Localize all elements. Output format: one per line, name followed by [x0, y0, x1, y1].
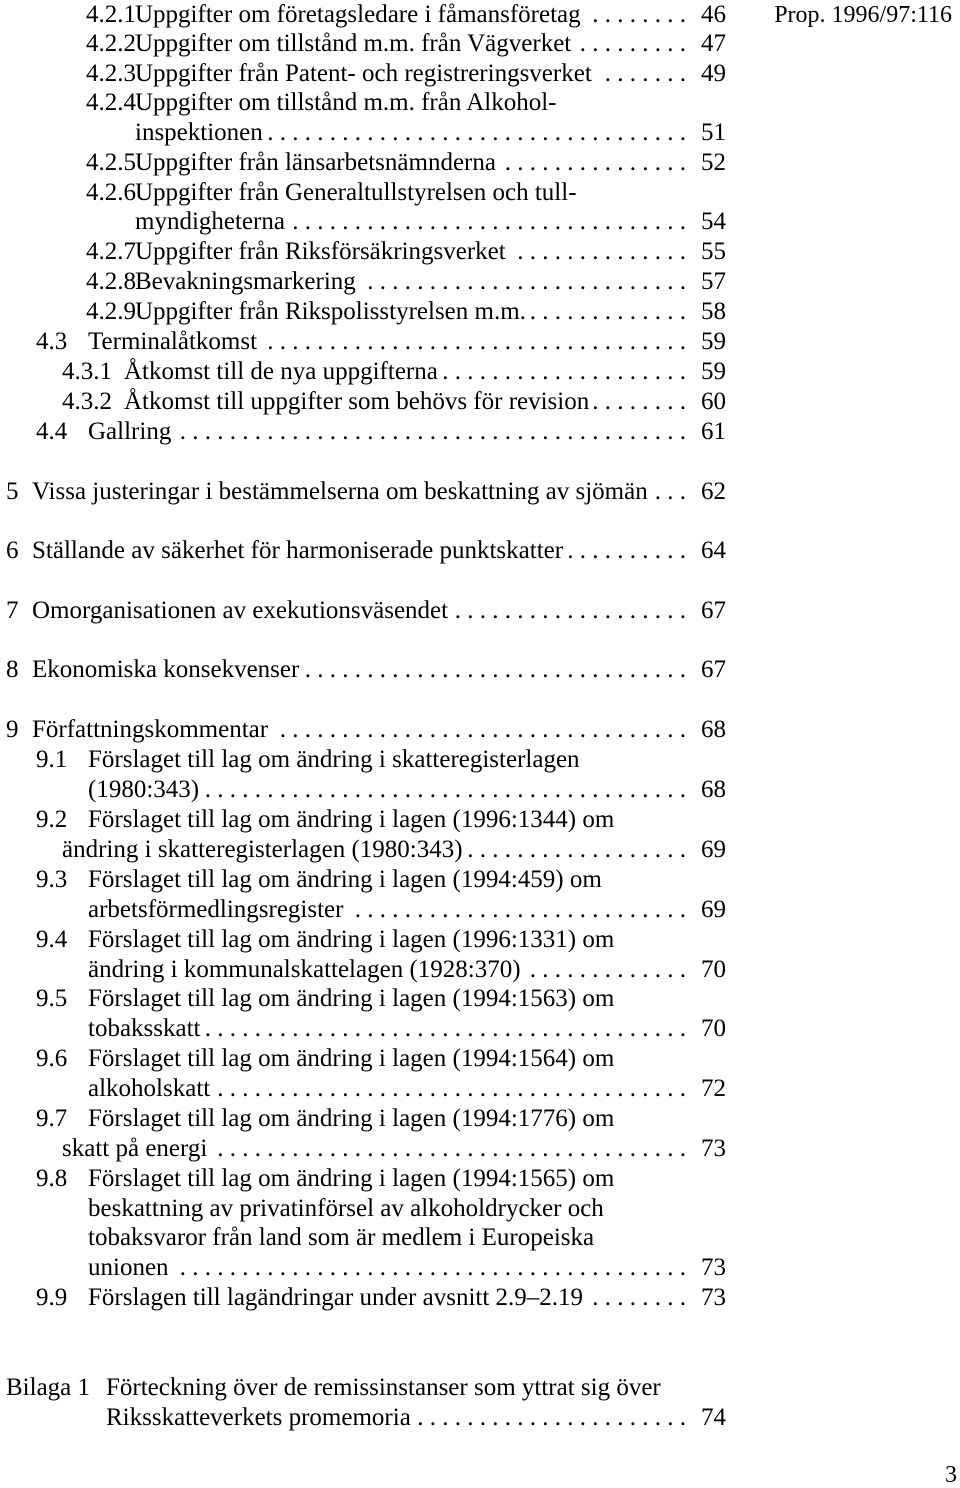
toc-entry-line [124, 357, 726, 387]
toc-entry-title-line: Förslaget till lag om ändring i lagen (1996:1331) om [88, 926, 615, 953]
toc-entry-title-line: tobaksskatt [88, 1015, 201, 1042]
toc-entry-page: 68 [701, 776, 726, 803]
toc-entry-line [88, 1074, 726, 1104]
toc-entry-title-line: unionen [88, 1254, 169, 1281]
dot-leader [273, 715, 686, 745]
dot-leader [453, 596, 686, 626]
toc-entry-line [106, 1403, 726, 1433]
dot-leader [348, 895, 686, 925]
toc-entry-number: 4.2.5 [86, 149, 136, 176]
toc-entry-title-line: skatt på energi [62, 1135, 208, 1162]
toc-entry-line [135, 207, 726, 237]
toc-entry-title-line: arbetsförmedlingsregister [88, 896, 344, 923]
dot-leader [204, 775, 686, 805]
toc-entry-number: 9.1 [36, 746, 68, 773]
toc-entry-title-line: inspektionen [135, 119, 263, 146]
toc-entry-line [88, 1253, 726, 1283]
toc-entry-title-line: Uppgifter om tillstånd m.m. från Vägverket [135, 30, 572, 57]
toc-entry-page: 51 [701, 119, 726, 146]
toc-entry-title-line: Åtkomst till uppgifter som behövs för revision [124, 388, 590, 415]
toc-entry-line [32, 536, 726, 566]
dot-leader [526, 955, 686, 985]
toc-entry-title-line: Ställande av säkerhet för harmoniserade punktskatter [32, 537, 564, 564]
dot-leader [215, 1074, 686, 1104]
toc-entry-title-line: Uppgifter från Patent- och registreringsverket [135, 60, 592, 87]
toc-entry-number: 8 [6, 656, 19, 683]
toc-entry-line [88, 775, 726, 805]
dot-leader [586, 0, 686, 30]
toc-entry-page: 67 [701, 656, 726, 683]
toc-entry-title-line: Förslaget till lag om ändring i lagen (1994:1564) om [88, 1045, 615, 1072]
dot-leader [361, 267, 686, 297]
toc-entry-title-line: Förslaget till lag om ändring i skatteregisterlagen [88, 746, 580, 773]
toc-entry-number: 9.7 [36, 1105, 68, 1132]
toc-entry-page: 72 [701, 1075, 726, 1102]
toc-entry-title-line: Uppgifter från Generaltullstyrelsen och tull- [135, 179, 577, 206]
toc-entry-page: 55 [701, 238, 726, 265]
dot-leader [206, 1014, 687, 1044]
toc-entry-number: 9.6 [36, 1045, 68, 1072]
toc-entry-line [32, 477, 726, 507]
toc-entry-page: 74 [701, 1404, 726, 1431]
toc-entry-line [124, 387, 726, 417]
toc-entry-line [135, 267, 726, 297]
toc-entry-title-line: Förslaget till lag om ändring i lagen (1994:1776) om [88, 1105, 615, 1132]
toc-entry-line [32, 596, 726, 626]
toc-entry-title-line: Förslaget till lag om ändring i lagen (1994:1563) om [88, 985, 615, 1012]
toc-entry-line [62, 1134, 726, 1164]
toc-entry-page: 69 [701, 836, 726, 863]
toc-entry-title-line: Terminalåtkomst [88, 328, 258, 355]
toc-entry-number: 4.3 [36, 328, 68, 355]
dot-leader [268, 118, 686, 148]
dot-leader [262, 327, 686, 357]
toc-entry-line [135, 237, 726, 267]
dot-leader [304, 655, 686, 685]
toc-entry-page: 73 [701, 1254, 726, 1281]
toc-entry-number: 5 [6, 478, 19, 505]
toc-entry-page: 49 [701, 60, 726, 87]
toc-entry-page: 59 [701, 328, 726, 355]
toc-entry-page: 62 [701, 478, 726, 505]
toc-entry-title-line: Förteckning över de remissinstanser som yttrat sig över [106, 1374, 661, 1401]
toc-entry-page: 61 [701, 418, 726, 445]
toc-entry-number: 9 [6, 716, 19, 743]
toc-entry-line [88, 955, 726, 985]
toc-entry-title-line: Ekonomiska konsekvenser [32, 656, 300, 683]
toc-entry-page: 73 [701, 1284, 726, 1311]
toc-entry-line [88, 1014, 726, 1044]
toc-entry-page: 59 [701, 358, 726, 385]
document-reference: Prop. 1996/97:116 [774, 2, 952, 28]
toc-entry-title-line: Uppgifter från Riksförsäkringsverket [135, 238, 506, 265]
toc-entry-line [62, 835, 726, 865]
dot-leader [576, 29, 686, 59]
toc-entry-number: 9.3 [36, 866, 68, 893]
toc-entry-number: 9.9 [36, 1284, 68, 1311]
toc-entry-page: 70 [701, 1015, 726, 1042]
dot-leader [176, 417, 686, 447]
toc-entry-page: 73 [701, 1135, 726, 1162]
toc-entry-number: 4.3.2 [62, 388, 112, 415]
toc-entry-line [88, 417, 726, 447]
toc-entry-title-line: beskattning av privatinförsel av alkoholdrycker och [88, 1195, 604, 1222]
toc-entry-page: 57 [701, 268, 726, 295]
toc-entry-page: 67 [701, 597, 726, 624]
toc-entry-title-line: tobaksvaror från land som är medlem i Europeiska [88, 1224, 595, 1251]
toc-entry-number: 9.5 [36, 985, 68, 1012]
toc-entry-title-line: Uppgifter om företagsledare i fåmansföretag [135, 1, 581, 28]
dot-leader [594, 387, 686, 417]
toc-entry-title-line: ändring i skatteregisterlagen (1980:343) [62, 836, 463, 863]
toc-entry-line [135, 297, 726, 327]
toc-entry-title-line: Omorganisationen av exekutionsväsendet [32, 597, 449, 624]
page-number: 3 [945, 1462, 957, 1488]
toc-entry-number: 9.4 [36, 926, 68, 953]
toc-entry-title-line: Åtkomst till de nya uppgifterna [124, 358, 438, 385]
toc-entry-page: 54 [701, 208, 726, 235]
dot-leader [511, 237, 686, 267]
toc-entry-line [135, 0, 726, 30]
toc-entry-line [135, 148, 726, 178]
toc-entry-title-line: Förslaget till lag om ändring i lagen (1994:459) om [88, 866, 602, 893]
toc-entry-title-line: Gallring [88, 418, 172, 445]
dot-leader [212, 1134, 686, 1164]
toc-entry-page: 58 [701, 298, 726, 325]
toc-entry-number: 4.2.1 [86, 1, 136, 28]
toc-entry-line [88, 327, 726, 357]
toc-entry-page: 68 [701, 716, 726, 743]
toc-entry-title-line: Uppgifter från länsarbetsnämnderna [135, 149, 496, 176]
toc-entry-title-line: Förslaget till lag om ändring i lagen (1994:1565) om [88, 1165, 615, 1192]
toc-entry-title-line: Uppgifter om tillstånd m.m. från Alkohol- [135, 89, 557, 116]
toc-entry-page: 46 [701, 1, 726, 28]
toc-entry-page: 52 [701, 149, 726, 176]
toc-entry-title-line: Förslaget till lag om ändring i lagen (1996:1344) om [88, 806, 615, 833]
toc-entry-number: 6 [6, 537, 19, 564]
dot-leader [416, 1403, 686, 1433]
dot-leader [174, 1253, 686, 1283]
toc-entry-number: 9.8 [36, 1165, 68, 1192]
toc-entry-number: 4.2.2 [86, 30, 136, 57]
toc-entry-title-line: ändring i kommunalskattelagen (1928:370) [88, 956, 521, 983]
toc-entry-number: 4.2.4 [86, 89, 136, 116]
dot-leader [588, 1283, 686, 1313]
toc-entry-title-line: Uppgifter från Rikspolisstyrelsen m.m. [135, 298, 526, 325]
toc-entry-number: 7 [6, 597, 19, 624]
toc-appendix-label: Bilaga 1 [6, 1374, 91, 1401]
toc-entry-number: 4.4 [36, 418, 68, 445]
toc-entry-number: 4.2.3 [86, 60, 136, 87]
dot-leader [653, 477, 686, 507]
toc-entry-title-line: (1980:343) [88, 776, 200, 803]
toc-entry-line [135, 118, 726, 148]
toc-entry-number: 4.3.1 [62, 358, 112, 385]
toc-entry-line [32, 715, 726, 745]
toc-entry-title-line: Vissa justeringar i bestämmelserna om beskattning av sjömän [32, 478, 648, 505]
toc-entry-number: 9.2 [36, 806, 68, 833]
toc-entry-title-line: myndigheterna [135, 208, 285, 235]
dot-leader [290, 207, 686, 237]
dot-leader [443, 357, 686, 387]
toc-entry-line [88, 895, 726, 925]
toc-entry-page: 60 [701, 388, 726, 415]
toc-entry-number: 4.2.9 [86, 298, 136, 325]
dot-leader [468, 835, 686, 865]
toc-entry-number: 4.2.6 [86, 179, 136, 206]
dot-leader [597, 59, 686, 89]
toc-entry-page: 69 [701, 896, 726, 923]
toc-entry-title-line: Förslagen till lagändringar under avsnitt 2.9–2.19 [88, 1284, 584, 1311]
toc-entry-line [135, 59, 726, 89]
toc-entry-title-line: Bevakningsmarkering [135, 268, 356, 295]
toc-entry-title-line: Författningskommentar [32, 716, 269, 743]
dot-leader [531, 297, 686, 327]
toc-entry-title-line: alkoholskatt [88, 1075, 211, 1102]
toc-entry-line [88, 1283, 726, 1313]
toc-entry-page: 47 [701, 30, 726, 57]
toc-entry-number: 4.2.7 [86, 238, 136, 265]
toc-entry-title-line: Riksskatteverkets promemoria [106, 1404, 411, 1431]
toc-entry-line [32, 655, 726, 685]
toc-entry-number: 4.2.8 [86, 268, 136, 295]
dot-leader [568, 536, 686, 566]
dot-leader [501, 148, 686, 178]
toc-entry-page: 64 [701, 537, 726, 564]
toc-entry-page: 70 [701, 956, 726, 983]
toc-entry-line [135, 29, 726, 59]
